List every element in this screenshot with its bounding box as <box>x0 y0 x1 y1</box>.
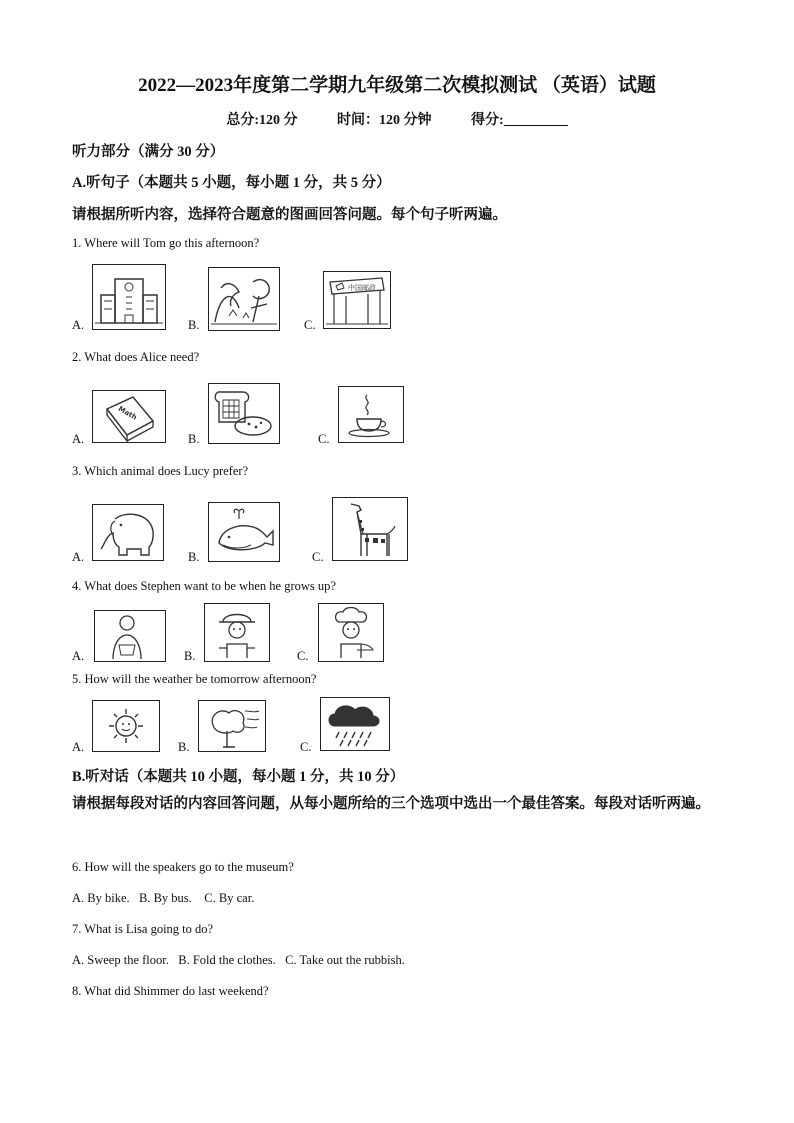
post-office-sign: 中国邮政 <box>348 284 376 292</box>
q1-option-a: A. <box>72 318 85 332</box>
q5-option-c: C. <box>300 740 312 754</box>
score-label: 得分: <box>471 113 504 128</box>
q4-option-a: A. <box>72 649 85 663</box>
total-score: 总分:120 分 <box>226 113 298 128</box>
firefighter-icon <box>204 603 270 662</box>
q3-option-c: C. <box>312 550 324 564</box>
teacher-icon <box>94 610 166 662</box>
post-office-icon <box>323 271 391 329</box>
question-2: 2. What does Alice need? <box>72 350 200 364</box>
part-a-instruction: 请根据所听内容，选择符合题意的图画回答问题。每个句子听两遍。 <box>72 207 507 223</box>
question-4: 4. What does Stephen want to be when he grows up? <box>72 579 336 593</box>
exam-time: 时间：120 分钟 <box>337 113 432 128</box>
bread-icon <box>208 383 280 444</box>
sunny-icon <box>92 700 160 752</box>
listening-heading: 听力部分（满分 30 分） <box>72 144 225 160</box>
q4-option-b: B. <box>184 649 196 663</box>
q2-option-b: B. <box>188 432 200 446</box>
exam-meta <box>0 109 794 129</box>
windy-tree-icon <box>198 700 266 752</box>
score-blank <box>504 111 568 126</box>
q3-option-a: A. <box>72 550 85 564</box>
page-title: 2022—2023年度第二学期九年级第二次模拟测试 （英语）试题 <box>138 75 656 96</box>
part-b-instruction: 请根据每段对话的内容回答问题，从每小题所给的三个选项中选出一个最佳答案。每段对话听两遍。 <box>72 796 710 812</box>
question-7: 7. What is Lisa going to do? <box>72 922 214 936</box>
part-a-heading: A.听句子（本题共 5 小题，每小题 1 分，共 5 分） <box>72 175 391 191</box>
question-6: 6. How will the speakers go to the museum? <box>72 860 294 874</box>
part-b-heading: B.听对话（本题共 10 小题，每小题 1 分，共 10 分） <box>72 769 405 785</box>
rain-cloud-icon <box>320 697 390 751</box>
elephant-icon <box>92 504 164 561</box>
whale-icon <box>208 502 280 562</box>
q1-option-b: B. <box>188 318 200 332</box>
coffee-cup-icon <box>338 386 404 443</box>
question-5: 5. How will the weather be tomorrow afternoon? <box>72 672 317 686</box>
score-field <box>471 109 568 129</box>
giraffe-icon <box>332 497 408 561</box>
q5-option-a: A. <box>72 740 85 754</box>
hospital-icon <box>92 264 166 330</box>
q5-option-b: B. <box>178 740 190 754</box>
question-8: 8. What did Shimmer do last weekend? <box>72 984 269 998</box>
math-book-icon <box>92 390 166 443</box>
question-7-options: A. Sweep the floor. B. Fold the clothes. C. Take out the rubbish. <box>72 953 405 967</box>
q2-option-c: C. <box>318 432 330 446</box>
q1-option-c: C. <box>304 318 316 332</box>
chef-icon <box>318 603 384 662</box>
forest-scene-icon <box>208 267 280 331</box>
math-book-label: Math <box>116 404 139 422</box>
question-6-options: A. By bike. B. By bus. C. By car. <box>72 891 255 905</box>
q4-option-c: C. <box>297 649 309 663</box>
question-3: 3. Which animal does Lucy prefer? <box>72 464 249 478</box>
q2-option-a: A. <box>72 432 85 446</box>
question-1: 1. Where will Tom go this afternoon? <box>72 236 260 250</box>
q3-option-b: B. <box>188 550 200 564</box>
